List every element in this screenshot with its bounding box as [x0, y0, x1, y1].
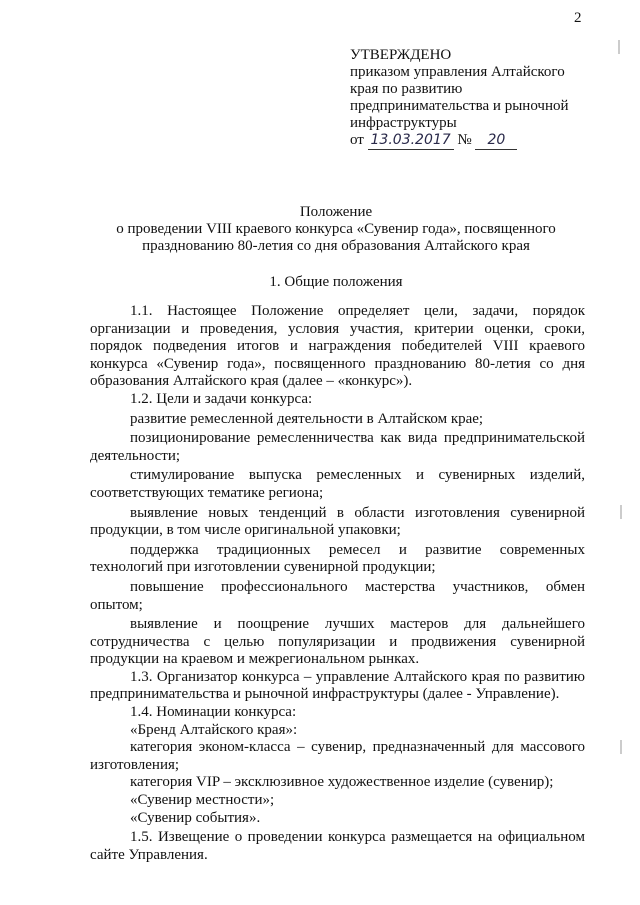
section-heading: 1. Общие положения — [269, 274, 403, 290]
approval-date-line — [350, 132, 600, 150]
paragraph-1-5: 1.5. Извещение о проведении конкурса размещается на официальном сайте Управления. — [90, 829, 585, 863]
approval-line-4: предпринимательства и рыночной — [350, 98, 569, 114]
list-item: позиционирование ремесленничества как вида предпринимательской деятельности; — [90, 430, 585, 464]
list-item: выявление и поощрение лучших мастеров для дальнейшего сотрудничества с целью популяризации и продвижения сувенирной продукции на краевом и межрегиональном рынках. — [90, 616, 585, 668]
list-item: категория эконом-класса – сувенир, предназначенный для массового изготовления; — [90, 739, 585, 773]
approval-line-5: инфраструктуры — [350, 115, 457, 131]
handwritten-order-number: 20 — [475, 132, 517, 150]
date-prefix: от — [350, 132, 364, 148]
approval-line-3: края по развитию — [350, 81, 463, 97]
title-line-2: о проведении VIII краевого конкурса «Сувенир года», посвященного — [116, 221, 556, 237]
approval-line-1: УТВЕРЖДЕНО — [350, 47, 452, 63]
list-item: «Сувенир местности»; — [130, 792, 275, 809]
approval-stamp-block — [350, 47, 600, 150]
number-prefix: № — [457, 132, 472, 148]
list-item: «Сувенир события». — [130, 809, 261, 826]
page-number: 2 — [574, 10, 582, 26]
list-item: повышение профессионального мастерства участников, обмен опытом; — [90, 578, 585, 613]
list-item: развитие ремесленной деятельности в Алтайском крае; — [130, 410, 484, 427]
list-item: выявление новых тенденций в области изготовления сувенирной продукции, в том числе оригинальной упаковки; — [90, 504, 585, 539]
document-body — [90, 303, 585, 864]
title-line-1: Положение — [299, 204, 373, 220]
scan-artifact — [620, 505, 622, 519]
scan-artifact — [620, 740, 622, 754]
scan-artifact — [618, 40, 620, 54]
paragraph-1-1: 1.1. Настоящее Положение определяет цели, задачи, порядок организации и проведения, условия участия, критерии оценки, сроки, порядок подведения итогов и награждения победителей VIII краевого конкурса «Сувенир года», посвященного празднованию 80-летия со дня образования Алтайского края (далее – «конкурс»). — [90, 303, 585, 390]
list-item: стимулирование выпуска ремесленных и сувенирных изделий, соответствующих тематике региона; — [90, 467, 585, 501]
list-item: поддержка традиционных ремесел и развитие современных технологий при изготовлении сувенирной продукции; — [90, 541, 585, 576]
paragraph-1-3: 1.3. Организатор конкурса – управление Алтайского края по развитию предпринимательства и рыночной инфраструктуры (далее - Управление). — [90, 668, 585, 703]
paragraph-1-2: 1.2. Цели и задачи конкурса: — [130, 390, 313, 407]
approval-line-2: приказом управления Алтайского — [350, 64, 565, 80]
handwritten-date: 13.03.2017 — [368, 132, 454, 150]
document-title — [96, 204, 576, 255]
list-item: категория VIP – эксклюзивное художественное изделие (сувенир); — [130, 774, 554, 791]
title-line-3: празднованию 80-летия со дня образования Алтайского края — [142, 238, 530, 254]
paragraph-1-4: 1.4. Номинации конкурса: — [130, 704, 297, 721]
list-item: «Бренд Алтайского края»: — [130, 721, 298, 738]
